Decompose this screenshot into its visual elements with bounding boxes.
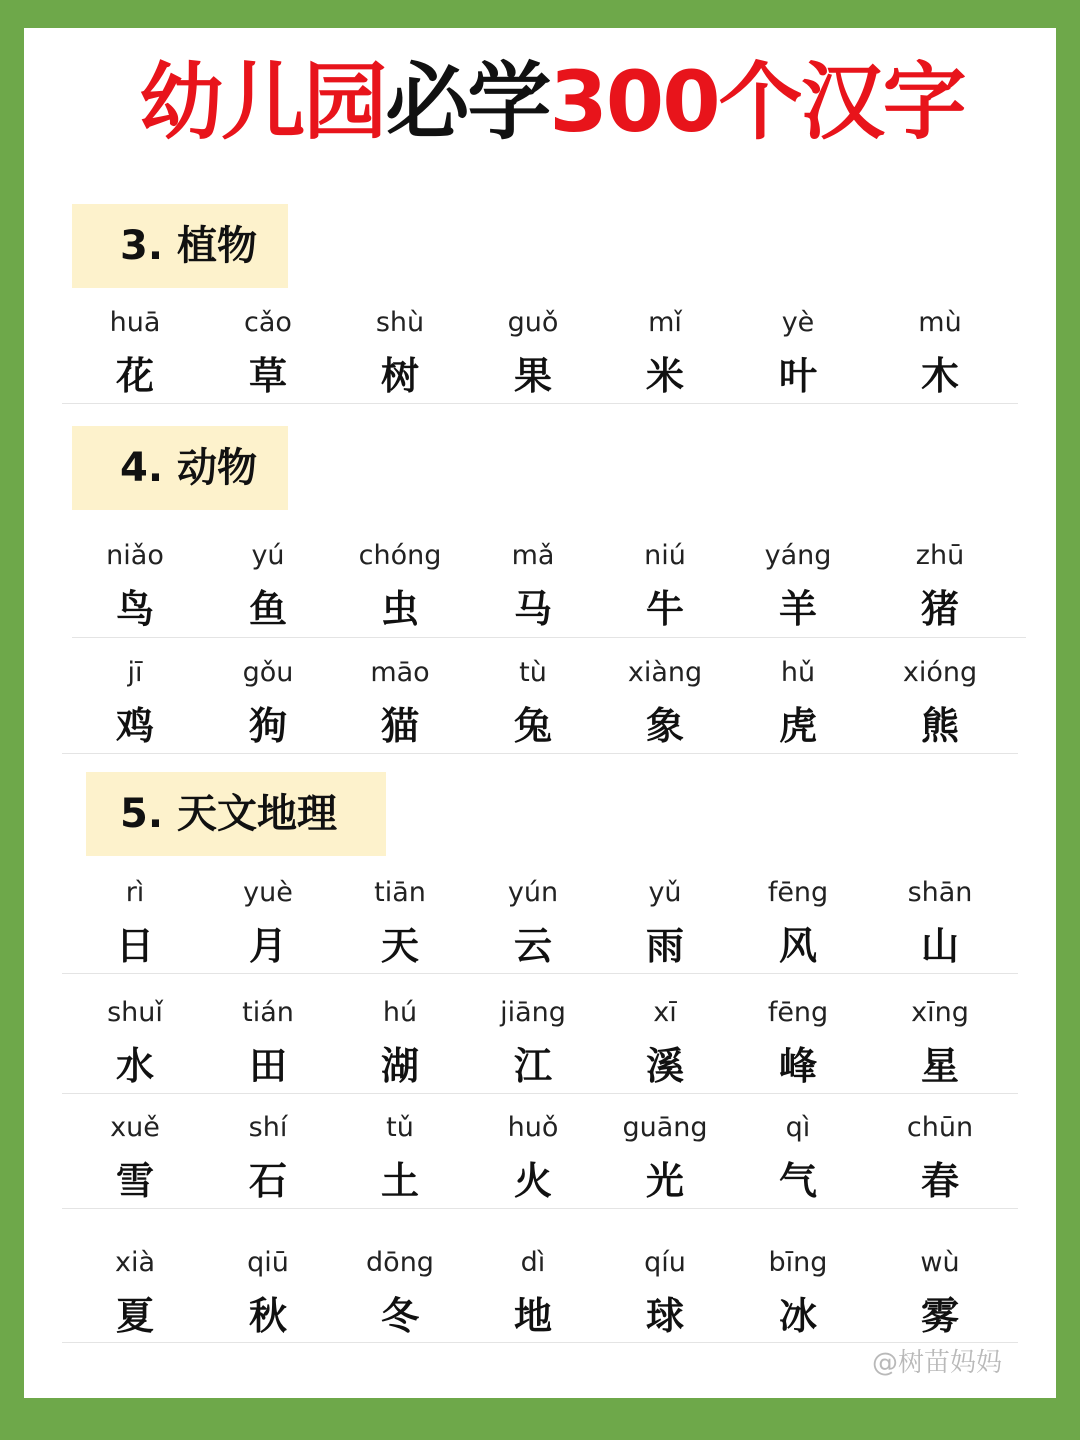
- hanzi-character: 夏: [115, 1294, 154, 1338]
- pinyin-label: bīng: [768, 1247, 828, 1278]
- row-divider: [72, 637, 1026, 638]
- hanzi-character: 羊: [778, 587, 817, 631]
- hanzi-character: 果: [513, 354, 552, 398]
- pinyin-label: yú: [251, 540, 285, 571]
- pinyin-label: xīng: [911, 997, 969, 1028]
- pinyin-label: jī: [127, 657, 143, 688]
- hanzi-character: 天: [380, 924, 419, 968]
- pinyin-label: xuě: [110, 1112, 160, 1143]
- hanzi-character: 狗: [248, 704, 287, 748]
- pinyin-label: hǔ: [780, 657, 816, 688]
- pinyin-label: yún: [507, 877, 559, 908]
- hanzi-character: 水: [115, 1044, 154, 1088]
- hanzi-character: 球: [645, 1294, 684, 1338]
- pinyin-label: jiāng: [500, 997, 566, 1028]
- pinyin-label: xià: [114, 1247, 156, 1278]
- character-cell: [718, 656, 878, 750]
- hanzi-character: 月: [248, 924, 287, 968]
- pinyin-label: qì: [785, 1112, 811, 1143]
- pinyin-label: rì: [125, 877, 145, 908]
- pinyin-label: xiàng: [627, 657, 703, 688]
- hanzi-character: 山: [920, 924, 959, 968]
- pinyin-label: huǒ: [507, 1112, 559, 1143]
- pinyin-label: māo: [370, 657, 430, 688]
- hanzi-character: 雨: [645, 924, 684, 968]
- pinyin-label: tián: [242, 997, 294, 1028]
- pinyin-label: fēng: [767, 997, 829, 1028]
- hanzi-character: 秋: [248, 1294, 287, 1338]
- pinyin-label: niú: [644, 540, 686, 571]
- character-cell: [860, 306, 1020, 400]
- pinyin-label: yè: [781, 307, 815, 338]
- pinyin-label: shù: [375, 307, 425, 338]
- row-divider: [62, 1208, 1018, 1209]
- hanzi-character: 猫: [380, 704, 419, 748]
- hanzi-character: 气: [778, 1159, 817, 1203]
- hanzi-character: 花: [115, 354, 154, 398]
- pinyin-label: guāng: [622, 1112, 708, 1143]
- pinyin-label: mǐ: [648, 307, 682, 338]
- pinyin-label: shí: [248, 1112, 288, 1143]
- hanzi-character: 风: [778, 924, 817, 968]
- pinyin-label: qíu: [644, 1247, 686, 1278]
- pinyin-label: tù: [519, 657, 547, 688]
- hanzi-character: 土: [380, 1159, 419, 1203]
- hanzi-character: 象: [645, 704, 684, 748]
- character-cell: [718, 539, 878, 633]
- pinyin-label: shān: [907, 877, 973, 908]
- hanzi-character: 熊: [920, 704, 959, 748]
- pinyin-label: tiān: [374, 877, 426, 908]
- section-heading-animals: 4. 动物: [72, 426, 288, 510]
- pinyin-label: tǔ: [386, 1112, 414, 1143]
- row-divider: [62, 973, 1018, 974]
- character-cell: [860, 1111, 1020, 1205]
- pinyin-label: mǎ: [511, 540, 555, 571]
- character-cell: [718, 306, 878, 400]
- pinyin-label: xióng: [902, 657, 978, 688]
- character-cell: [718, 1111, 878, 1205]
- character-cell: [718, 1246, 878, 1340]
- hanzi-character: 日: [115, 924, 154, 968]
- hanzi-character: 米: [645, 354, 684, 398]
- hanzi-character: 火: [513, 1159, 552, 1203]
- row-divider: [62, 1093, 1018, 1094]
- hanzi-character: 木: [920, 354, 959, 398]
- character-cell: [718, 996, 878, 1090]
- title-part-1: 幼儿园: [139, 53, 386, 151]
- hanzi-character: 江: [513, 1044, 552, 1088]
- row-divider: [62, 753, 1018, 754]
- section-heading-plants: 3. 植物: [72, 204, 288, 288]
- hanzi-character: 光: [645, 1159, 684, 1203]
- pinyin-label: niǎo: [106, 540, 164, 571]
- hanzi-character: 虎: [778, 704, 817, 748]
- pinyin-label: zhū: [915, 540, 965, 571]
- hanzi-character: 星: [920, 1044, 959, 1088]
- hanzi-character: 猪: [920, 587, 959, 631]
- hanzi-character: 马: [513, 587, 552, 631]
- pinyin-label: yǔ: [648, 877, 682, 908]
- hanzi-character: 溪: [645, 1044, 684, 1088]
- page-title: [0, 52, 1080, 152]
- pinyin-label: dōng: [366, 1247, 434, 1278]
- pinyin-label: cǎo: [244, 307, 292, 338]
- hanzi-character: 虫: [380, 587, 419, 631]
- pinyin-label: gǒu: [242, 657, 294, 688]
- pinyin-label: mù: [918, 307, 962, 338]
- hanzi-character: 田: [248, 1044, 287, 1088]
- hanzi-character: 湖: [380, 1044, 419, 1088]
- watermark: @树苗妈妈: [872, 1348, 1003, 1378]
- hanzi-character: 雾: [920, 1294, 959, 1338]
- row-divider: [62, 1342, 1018, 1343]
- pinyin-label: chóng: [358, 540, 442, 571]
- hanzi-character: 云: [513, 924, 552, 968]
- hanzi-character: 冰: [778, 1294, 817, 1338]
- hanzi-character: 兔: [513, 704, 552, 748]
- pinyin-label: huā: [109, 307, 161, 338]
- title-part-3: 300个汉字: [549, 53, 965, 151]
- hanzi-character: 雪: [115, 1159, 154, 1203]
- pinyin-label: guǒ: [507, 307, 559, 338]
- character-cell: [860, 876, 1020, 970]
- character-cell: [860, 996, 1020, 1090]
- pinyin-label: fēng: [767, 877, 829, 908]
- hanzi-character: 峰: [778, 1044, 817, 1088]
- pinyin-label: yáng: [764, 540, 832, 571]
- hanzi-character: 鸡: [115, 704, 154, 748]
- hanzi-character: 鱼: [248, 587, 287, 631]
- pinyin-label: chūn: [906, 1112, 974, 1143]
- hanzi-character: 鸟: [115, 587, 154, 631]
- character-cell: [860, 539, 1020, 633]
- title-part-2: 必学: [385, 53, 550, 151]
- hanzi-character: 地: [513, 1294, 552, 1338]
- hanzi-character: 石: [248, 1159, 287, 1203]
- pinyin-label: shuǐ: [107, 997, 163, 1028]
- pinyin-label: hú: [382, 997, 418, 1028]
- hanzi-character: 牛: [645, 587, 684, 631]
- row-divider: [62, 403, 1018, 404]
- pinyin-label: xī: [653, 997, 677, 1028]
- hanzi-character: 草: [248, 354, 287, 398]
- section-heading-astronomy-geography: 5. 天文地理: [86, 772, 386, 856]
- pinyin-label: qiū: [247, 1247, 289, 1278]
- hanzi-character: 树: [380, 354, 419, 398]
- pinyin-label: yuè: [243, 877, 293, 908]
- character-cell: [860, 1246, 1020, 1340]
- pinyin-label: wù: [920, 1247, 960, 1278]
- hanzi-character: 冬: [380, 1294, 419, 1338]
- character-cell: [860, 656, 1020, 750]
- pinyin-label: dì: [520, 1247, 546, 1278]
- character-cell: [718, 876, 878, 970]
- hanzi-character: 春: [920, 1159, 959, 1203]
- hanzi-character: 叶: [778, 354, 817, 398]
